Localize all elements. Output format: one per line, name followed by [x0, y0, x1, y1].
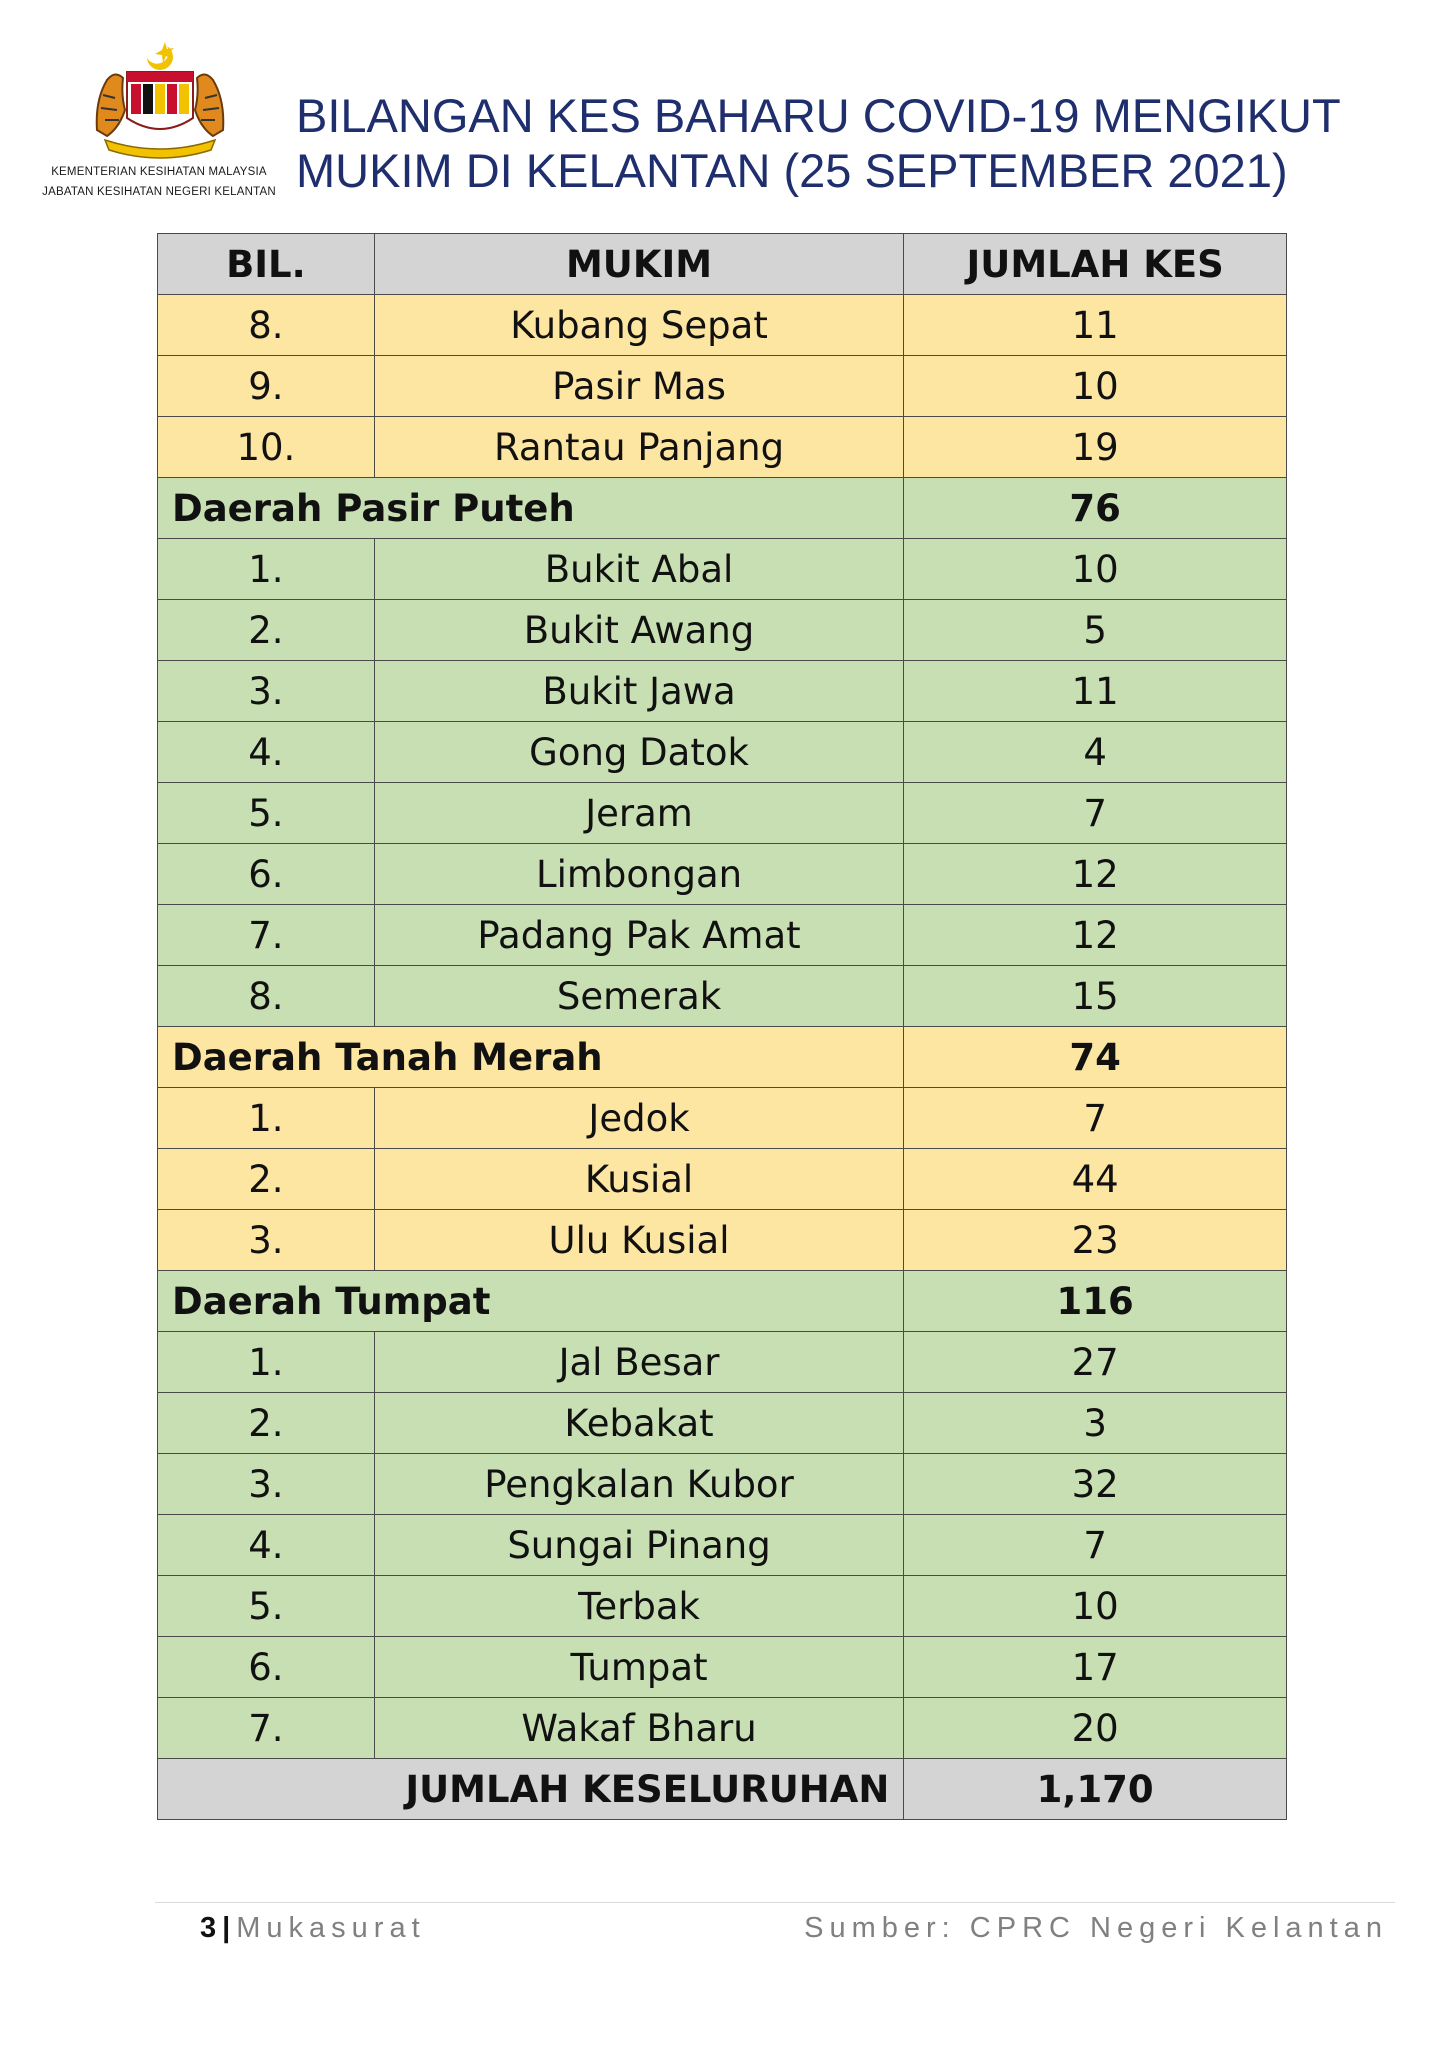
- table-row: [158, 600, 1287, 661]
- cell-mukim: Rantau Panjang: [374, 417, 904, 478]
- table-row: [158, 1698, 1287, 1759]
- cell-mukim: Bukit Awang: [374, 600, 904, 661]
- cell-kes: 11: [904, 661, 1287, 722]
- cell-kes: 10: [904, 539, 1287, 600]
- page-separator: |: [222, 1912, 231, 1944]
- cell-bil: 10.: [158, 417, 375, 478]
- cell-mukim: Padang Pak Amat: [374, 905, 904, 966]
- cell-bil: 1.: [158, 539, 375, 600]
- cell-bil: 5.: [158, 783, 375, 844]
- page-title-line2: MUKIM DI KELANTAN (25 SEPTEMBER 2021): [296, 144, 1288, 197]
- table-row: [158, 1515, 1287, 1576]
- cell-bil: 6.: [158, 1637, 375, 1698]
- district-name: Daerah Tumpat: [158, 1271, 904, 1332]
- table-row: [158, 417, 1287, 478]
- cell-kes: 32: [904, 1454, 1287, 1515]
- cell-bil: 9.: [158, 356, 375, 417]
- cell-kes: 4: [904, 722, 1287, 783]
- table-row: [158, 356, 1287, 417]
- cell-kes: 7: [904, 1515, 1287, 1576]
- table-row: [158, 1454, 1287, 1515]
- source-note: Sumber: CPRC Negeri Kelantan: [804, 1912, 1388, 1944]
- cell-kes: 3: [904, 1393, 1287, 1454]
- cell-mukim: Bukit Abal: [374, 539, 904, 600]
- table-header-row: [158, 234, 1287, 295]
- table-row: [158, 1576, 1287, 1637]
- cell-kes: 7: [904, 1088, 1287, 1149]
- column-header-jumlah-kes: JUMLAH KES: [904, 234, 1287, 295]
- cell-bil: 3.: [158, 1454, 375, 1515]
- cell-mukim: Jeram: [374, 783, 904, 844]
- grand-total-value: 1,170: [904, 1759, 1287, 1820]
- cell-mukim: Pasir Mas: [374, 356, 904, 417]
- malaysia-coat-of-arms-icon: [85, 40, 235, 160]
- department-name: JABATAN KESIHATAN NEGERI KELANTAN: [42, 186, 276, 198]
- cell-kes: 12: [904, 905, 1287, 966]
- table-row: [158, 1332, 1287, 1393]
- cell-kes: 5: [904, 600, 1287, 661]
- table-row: [158, 539, 1287, 600]
- district-total: 116: [904, 1271, 1287, 1332]
- footer-divider: [155, 1902, 1395, 1903]
- cell-mukim: Wakaf Bharu: [374, 1698, 904, 1759]
- cell-mukim: Tumpat: [374, 1637, 904, 1698]
- table-row: [158, 1637, 1287, 1698]
- cell-kes: 10: [904, 356, 1287, 417]
- cell-mukim: Ulu Kusial: [374, 1210, 904, 1271]
- cell-kes: 19: [904, 417, 1287, 478]
- cell-kes: 27: [904, 1332, 1287, 1393]
- ministry-logo-block: [30, 40, 288, 205]
- cases-table: [157, 233, 1287, 1820]
- page-title: [296, 88, 1416, 198]
- table-row: [158, 905, 1287, 966]
- district-name: Daerah Pasir Puteh: [158, 478, 904, 539]
- ministry-name: KEMENTERIAN KESIHATAN MALAYSIA: [51, 166, 267, 178]
- cell-kes: 10: [904, 1576, 1287, 1637]
- cell-kes: 44: [904, 1149, 1287, 1210]
- cell-bil: 8.: [158, 966, 375, 1027]
- table-row: [158, 295, 1287, 356]
- cell-kes: 7: [904, 783, 1287, 844]
- cell-bil: 1.: [158, 1332, 375, 1393]
- page-number: 3: [200, 1912, 217, 1944]
- cell-bil: 8.: [158, 295, 375, 356]
- cell-bil: 5.: [158, 1576, 375, 1637]
- cell-kes: 12: [904, 844, 1287, 905]
- cell-mukim: Kubang Sepat: [374, 295, 904, 356]
- cell-mukim: Terbak: [374, 1576, 904, 1637]
- table-row: [158, 1393, 1287, 1454]
- column-header-bil: BIL.: [158, 234, 375, 295]
- cell-bil: 7.: [158, 905, 375, 966]
- cell-bil: 2.: [158, 600, 375, 661]
- grand-total-row: [158, 1759, 1287, 1820]
- cell-kes: 17: [904, 1637, 1287, 1698]
- district-row-tumpat: [158, 1271, 1287, 1332]
- table-row: [158, 783, 1287, 844]
- district-total: 74: [904, 1027, 1287, 1088]
- district-row-tanah-merah: [158, 1027, 1287, 1088]
- cell-bil: 2.: [158, 1149, 375, 1210]
- cell-bil: 2.: [158, 1393, 375, 1454]
- cell-mukim: Semerak: [374, 966, 904, 1027]
- cell-mukim: Pengkalan Kubor: [374, 1454, 904, 1515]
- cell-mukim: Kusial: [374, 1149, 904, 1210]
- cell-mukim: Limbongan: [374, 844, 904, 905]
- table-row: [158, 844, 1287, 905]
- district-name: Daerah Tanah Merah: [158, 1027, 904, 1088]
- cell-bil: 7.: [158, 1698, 375, 1759]
- page-label: Mukasurat: [236, 1912, 426, 1944]
- table-row: [158, 1210, 1287, 1271]
- table-row: [158, 1088, 1287, 1149]
- cell-mukim: Gong Datok: [374, 722, 904, 783]
- cases-table-container: [157, 233, 1287, 1820]
- cell-bil: 3.: [158, 661, 375, 722]
- cell-mukim: Sungai Pinang: [374, 1515, 904, 1576]
- table-row: [158, 722, 1287, 783]
- cell-kes: 20: [904, 1698, 1287, 1759]
- cell-mukim: Bukit Jawa: [374, 661, 904, 722]
- page-header: [0, 0, 1448, 220]
- cell-kes: 15: [904, 966, 1287, 1027]
- cell-mukim: Jal Besar: [374, 1332, 904, 1393]
- cell-bil: 1.: [158, 1088, 375, 1149]
- cell-bil: 3.: [158, 1210, 375, 1271]
- table-row: [158, 1149, 1287, 1210]
- cell-mukim: Kebakat: [374, 1393, 904, 1454]
- page-number-footer: [200, 1912, 426, 1945]
- district-total: 76: [904, 478, 1287, 539]
- district-row-pasir-puteh: [158, 478, 1287, 539]
- cell-bil: 4.: [158, 1515, 375, 1576]
- table-row: [158, 661, 1287, 722]
- column-header-mukim: MUKIM: [374, 234, 904, 295]
- grand-total-label: JUMLAH KESELURUHAN: [158, 1759, 904, 1820]
- cell-bil: 6.: [158, 844, 375, 905]
- page-title-line1: BILANGAN KES BAHARU COVID-19 MENGIKUT: [296, 89, 1341, 142]
- cell-kes: 23: [904, 1210, 1287, 1271]
- cell-kes: 11: [904, 295, 1287, 356]
- cell-bil: 4.: [158, 722, 375, 783]
- table-row: [158, 966, 1287, 1027]
- cell-mukim: Jedok: [374, 1088, 904, 1149]
